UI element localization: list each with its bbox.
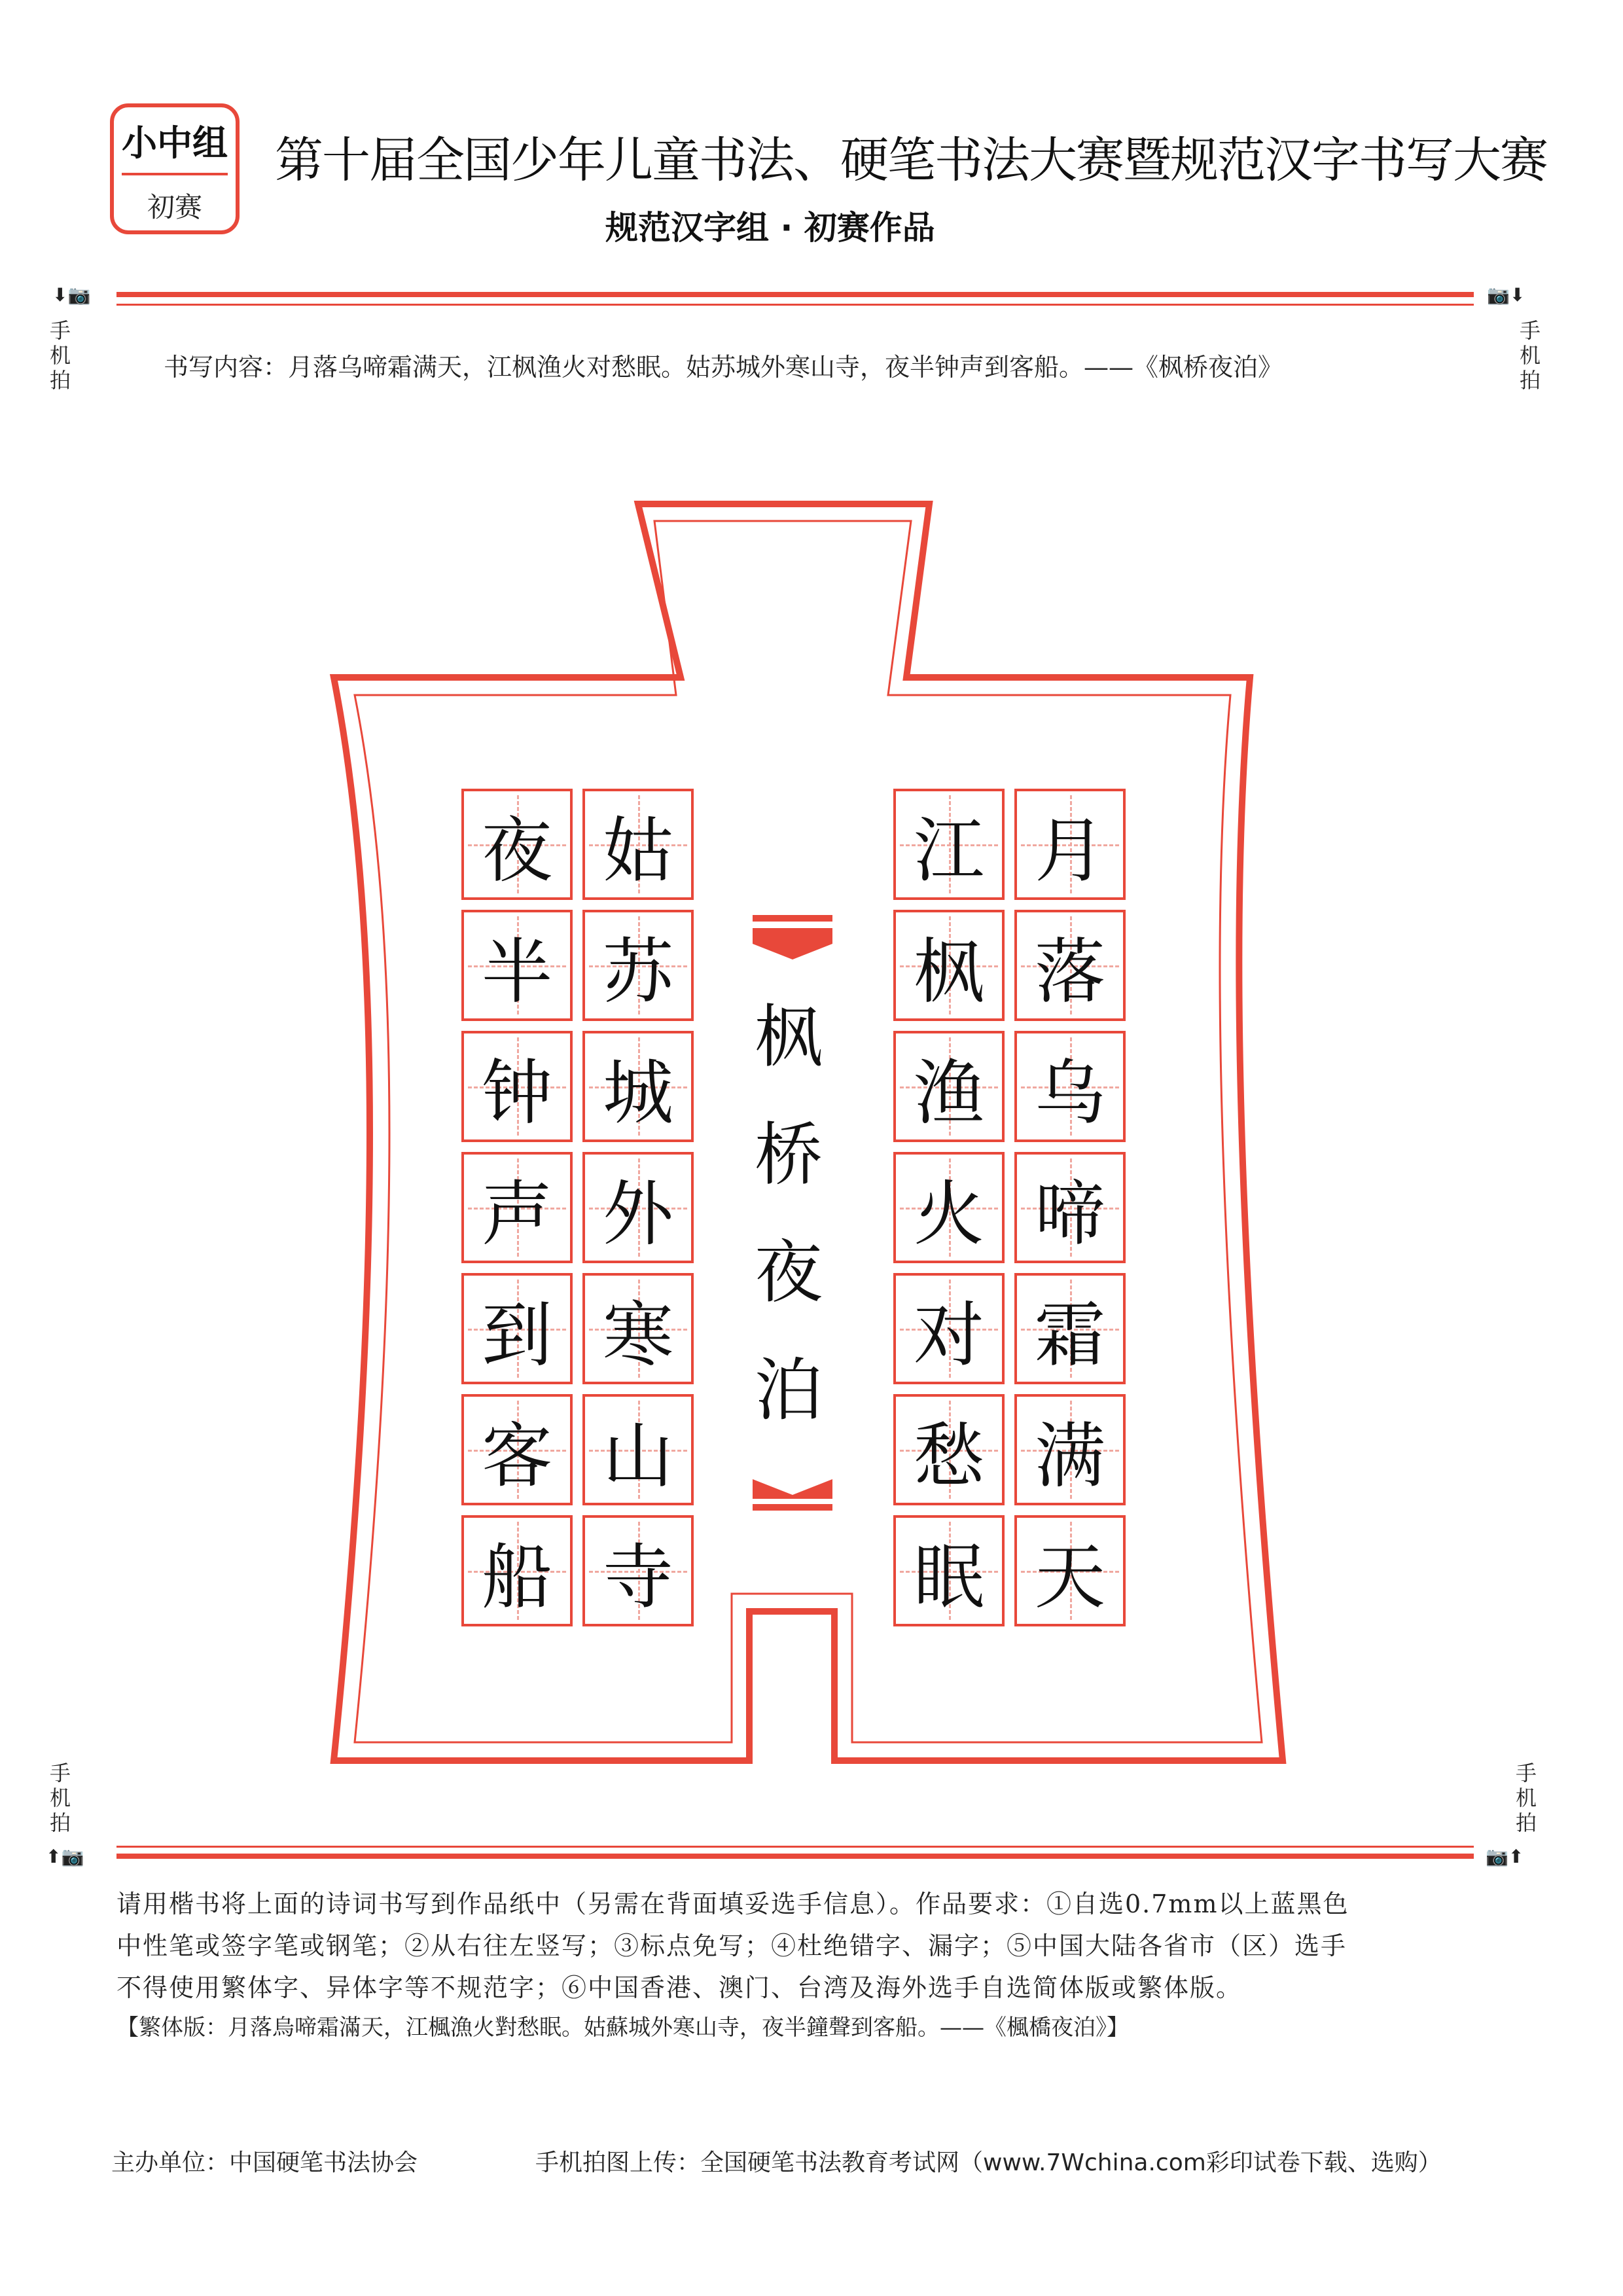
grid-cell: 苏 <box>582 910 694 1021</box>
top-rule-thick <box>116 292 1474 297</box>
grid-cell: 月 <box>1014 789 1126 900</box>
bottom-rule-thick <box>116 1854 1474 1859</box>
top-right-side-label: 手机拍 <box>1519 318 1541 393</box>
grid-cell: 夜 <box>461 789 573 900</box>
requirements-line-1: 请用楷书将上面的诗词书写到作品纸中（另需在背面填妥选手信息）。作品要求：①自选0.7mm以上蓝黑色 <box>116 1890 1349 1918</box>
badge-stage-label: 初赛 <box>147 191 202 223</box>
poem-title-char: 枫 <box>754 997 823 1077</box>
top-rule-thin <box>116 304 1474 306</box>
requirements-line-3: 不得使用繁体字、异体字等不规范字；⑥中国香港、澳门、台湾及海外选手自选简体版或繁体版。 <box>116 1973 1243 2002</box>
grid-cell: 姑 <box>582 789 694 900</box>
grid-cell: 寺 <box>582 1515 694 1626</box>
grid-cell: 到 <box>461 1273 573 1384</box>
badge-group-label: 小中组 <box>122 122 228 164</box>
grid-cell: 声 <box>461 1152 573 1263</box>
grid-cell: 乌 <box>1014 1031 1126 1142</box>
top-left-side-label: 手机拍 <box>49 318 71 393</box>
writing-content-label: 书写内容： <box>164 353 289 382</box>
writing-content-text: 月落乌啼霜满天，江枫渔火对愁眠。姑苏城外寒山寺，夜半钟声到客船。——《枫桥夜泊》 <box>288 353 1283 382</box>
title-ornament-top-chevron <box>753 928 832 960</box>
grid-cell: 愁 <box>893 1394 1005 1505</box>
footer-organizer: 主办单位：中国硬笔书法协会 <box>111 2149 418 2176</box>
grid-cell: 外 <box>582 1152 694 1263</box>
grid-cell: 城 <box>582 1031 694 1142</box>
grid-cell: 寒 <box>582 1273 694 1384</box>
bottom-right-side-label: 手机拍 <box>1515 1761 1537 1835</box>
top-right-camera-icon: 📷⬇ <box>1487 284 1525 306</box>
title-ornament-top-bar <box>753 915 832 922</box>
writing-content <box>164 347 1283 383</box>
grid-cell: 枫 <box>893 910 1005 1021</box>
bottom-rule-thin <box>116 1846 1474 1848</box>
title-ornament-bottom-bar <box>753 1504 832 1511</box>
badge-divider <box>122 173 228 175</box>
bottom-right-camera-icon: 📷⬆ <box>1486 1846 1524 1867</box>
top-left-camera-icon: ⬇📷 <box>52 284 91 306</box>
page-title: 第十届全国少年儿童书法、硬笔书法大赛暨规范汉字书写大赛 <box>275 132 1547 188</box>
grid-cell: 满 <box>1014 1394 1126 1505</box>
grid-cell: 客 <box>461 1394 573 1505</box>
grid-cell: 山 <box>582 1394 694 1505</box>
grid-cell: 落 <box>1014 910 1126 1021</box>
grid-cell: 天 <box>1014 1515 1126 1626</box>
grid-cell: 半 <box>461 910 573 1021</box>
grid-cell: 对 <box>893 1273 1005 1384</box>
requirements-line-2: 中性笔或签字笔或钢笔；②从右往左竖写；③标点免写；④杜绝错字、漏字；⑤中国大陆各省市（区）选手 <box>116 1931 1347 1960</box>
title-ornament-bottom-chevron <box>753 1479 832 1499</box>
grid-cell: 江 <box>893 789 1005 900</box>
grid-cell: 船 <box>461 1515 573 1626</box>
grid-cell: 火 <box>893 1152 1005 1263</box>
poem-title-char: 泊 <box>754 1350 823 1430</box>
bottom-left-camera-icon: ⬆📷 <box>46 1846 84 1867</box>
grid-cell: 霜 <box>1014 1273 1126 1384</box>
group-badge <box>110 103 240 234</box>
grid-cell: 钟 <box>461 1031 573 1142</box>
grid-cell: 眠 <box>893 1515 1005 1626</box>
poem-title-char: 桥 <box>754 1115 823 1194</box>
grid-cell: 渔 <box>893 1031 1005 1142</box>
bottom-left-side-label: 手机拍 <box>49 1761 71 1835</box>
poem-title-char: 夜 <box>754 1232 823 1312</box>
page-subtitle: 规范汉字组 · 初赛作品 <box>605 209 935 247</box>
footer-upload: 手机拍图上传：全国硬笔书法教育考试网（www.7Wchina.com彩印试卷下载、选购） <box>535 2149 1442 2176</box>
grid-cell: 啼 <box>1014 1152 1126 1263</box>
traditional-version: 【繁体版：月落烏啼霜滿天，江楓漁火對愁眠。姑蘇城外寒山寺，夜半鐘聲到客船。——《楓橋夜泊》】 <box>116 2015 1129 2041</box>
